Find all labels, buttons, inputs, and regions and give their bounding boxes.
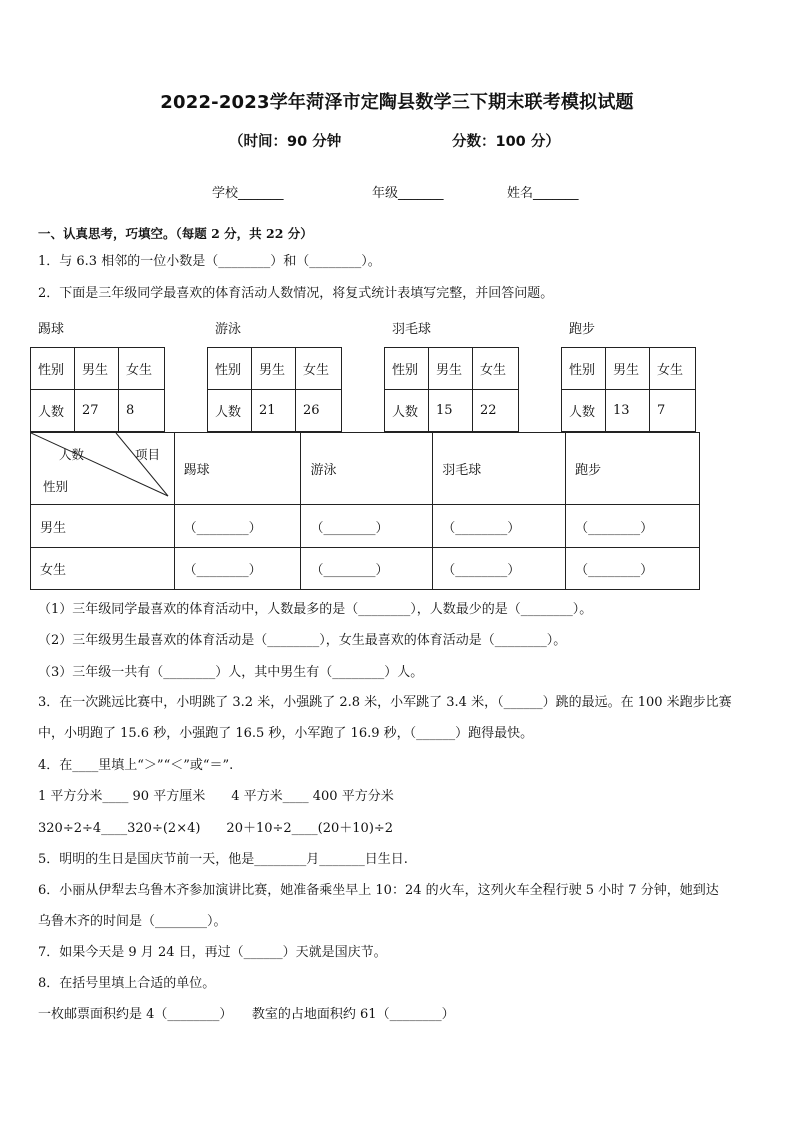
blank-boys-football: （________）: [174, 505, 301, 548]
question-6-line-2: 乌鲁木齐的时间是（________）。: [38, 914, 227, 929]
question-1: 1．与 6.3 相邻的一位小数是（________）和（________）。: [38, 254, 381, 269]
row-label-count: 人数: [31, 390, 75, 432]
corner-label-gender: 性别: [43, 479, 69, 494]
header-boys: 男生: [75, 348, 119, 390]
caption-swimming: 游泳: [215, 322, 242, 337]
col-header-badminton: 羽毛球: [433, 433, 566, 505]
header-girls: 女生: [296, 348, 342, 390]
cell-boys-count: 21: [252, 390, 296, 432]
exam-time: （时间：90 分钟: [229, 134, 342, 150]
table-running: [561, 347, 696, 432]
question-4: 4．在____里填上“＞”“＜”或“＝”.: [38, 758, 234, 773]
question-6-line-1: 6．小丽从伊犁去乌鲁木齐参加演讲比赛，她准备乘坐早上 10：24 的火车，这列火车全程行驶 5 小时 7 分钟，她到达: [38, 883, 719, 898]
blank-boys-badminton: （________）: [433, 505, 566, 548]
header-girls: 女生: [119, 348, 165, 390]
name-field: 姓名_______: [507, 186, 579, 201]
corner-label-people: 人数: [59, 447, 85, 462]
caption-running: 跑步: [569, 322, 596, 337]
cell-girls-count: 8: [119, 390, 165, 432]
question-3-line-1: 3．在一次跳远比赛中，小明跳了 3.2 米，小强跳了 2.8 米，小军跳了 3.4 米，（______）跳的最远。在 100 米跑步比赛: [38, 695, 732, 710]
question-7: 7．如果今天是 9 月 24 日，再过（______）天就是国庆节。: [38, 945, 387, 960]
blank-girls-running: （________）: [566, 548, 700, 590]
cell-boys-count: 15: [429, 390, 473, 432]
cell-girls-count: 22: [473, 390, 519, 432]
question-2-2: （2）三年级男生最喜欢的体育活动是（________），女生最喜欢的体育活动是（________）。: [38, 633, 567, 648]
corner-header: [31, 433, 175, 505]
cell-girls-count: 7: [650, 390, 696, 432]
header-boys: 男生: [606, 348, 650, 390]
question-2-1: （1）三年级同学最喜欢的体育活动中，人数最多的是（________），人数最少的是（________）。: [38, 602, 593, 617]
table-badminton: [384, 347, 519, 432]
question-4-row-1: 1 平方分米____ 90 平方厘米 4 平方米____ 400 平方分米: [38, 789, 394, 804]
compound-stat-table: [30, 432, 700, 590]
table-swimming: [207, 347, 342, 432]
header-girls: 女生: [473, 348, 519, 390]
grade-field: 年级_______: [372, 186, 444, 201]
header-boys: 男生: [429, 348, 473, 390]
caption-football: 踢球: [38, 322, 65, 337]
question-5: 5．明明的生日是国庆节前一天，他是________月_______日生日.: [38, 852, 408, 867]
question-8: 8．在括号里填上合适的单位。: [38, 976, 216, 991]
table-football: [30, 347, 165, 432]
school-field: 学校_______: [212, 186, 284, 201]
cell-boys-count: 13: [606, 390, 650, 432]
question-3-line-2: 中，小明跑了 15.6 秒，小强跑了 16.5 秒，小军跑了 16.9 秒，（______）跑得最快。: [38, 726, 534, 741]
exam-score: 分数：100 分）: [452, 134, 560, 150]
header-girls: 女生: [650, 348, 696, 390]
header-gender: 性别: [31, 348, 75, 390]
header-gender: 性别: [562, 348, 606, 390]
blank-boys-swimming: （________）: [301, 505, 433, 548]
header-boys: 男生: [252, 348, 296, 390]
caption-badminton: 羽毛球: [392, 322, 432, 337]
header-gender: 性别: [385, 348, 429, 390]
header-gender: 性别: [208, 348, 252, 390]
cell-boys-count: 27: [75, 390, 119, 432]
question-2: 2．下面是三年级同学最喜欢的体育活动人数情况，将复式统计表填写完整，并回答问题。: [38, 286, 554, 301]
question-8-items: 一枚邮票面积约是 4（________） 教室的占地面积约 61（________）: [38, 1007, 455, 1022]
row-header-girls: 女生: [31, 548, 175, 590]
col-header-swimming: 游泳: [301, 433, 433, 505]
col-header-running: 跑步: [566, 433, 700, 505]
blank-boys-running: （________）: [566, 505, 700, 548]
blank-girls-badminton: （________）: [433, 548, 566, 590]
corner-label-item: 项目: [135, 447, 161, 462]
cell-girls-count: 26: [296, 390, 342, 432]
blank-girls-football: （________）: [174, 548, 301, 590]
blank-girls-swimming: （________）: [301, 548, 433, 590]
question-4-row-2: 320÷2÷4____320÷(2×4) 20＋10÷2____(20＋10)÷2: [38, 821, 394, 836]
section-heading: 一、认真思考，巧填空。（每题 2 分，共 22 分）: [38, 226, 313, 241]
question-2-3: （3）三年级一共有（________）人，其中男生有（________）人。: [38, 665, 424, 680]
page-title: 2022-2023学年菏泽市定陶县数学三下期末联考模拟试题: [160, 92, 634, 113]
row-label-count: 人数: [208, 390, 252, 432]
row-label-count: 人数: [562, 390, 606, 432]
row-label-count: 人数: [385, 390, 429, 432]
col-header-football: 踢球: [174, 433, 301, 505]
row-header-boys: 男生: [31, 505, 175, 548]
